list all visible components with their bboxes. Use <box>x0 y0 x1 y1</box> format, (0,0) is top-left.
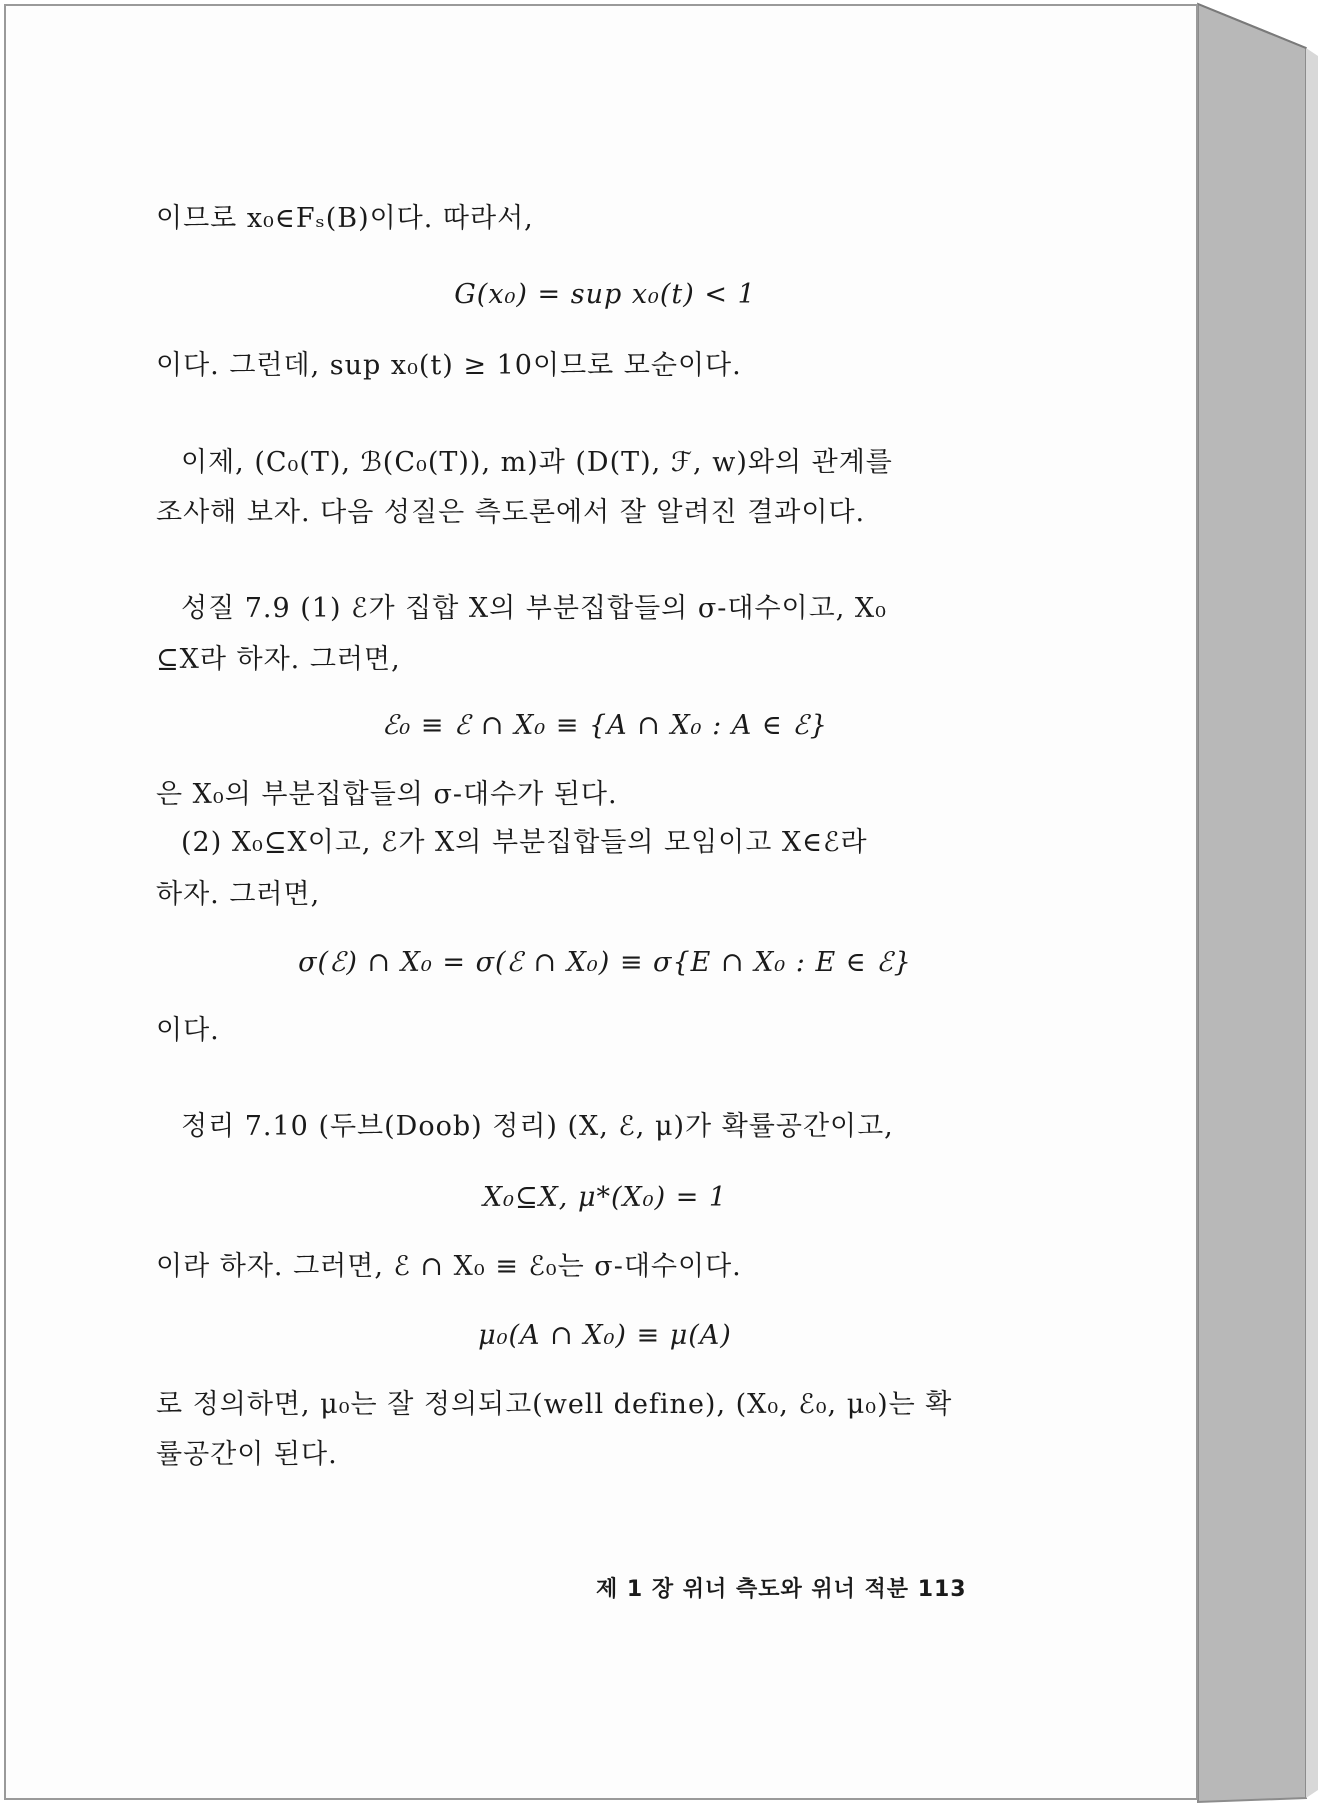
equation: μ₀(A ∩ X₀) ≡ μ(A) <box>478 1320 732 1351</box>
theorem-heading: 정리 7.10 (두브(Doob) 정리) (X, ℰ, μ)가 확률공간이고, <box>181 1111 894 1142</box>
property-heading: 성질 7.9 (1) ℰ가 집합 X의 부분집합들의 σ-대수이고, X₀ <box>181 593 887 624</box>
text-line: 로 정의하면, μ₀는 잘 정의되고(well define), (X₀, ℰ₀, μ₀)는 확 <box>156 1389 953 1420</box>
text-line: 이라 하자. 그러면, ℰ ∩ X₀ ≡ ℰ₀는 σ-대수이다. <box>156 1251 742 1282</box>
text-line: 이제, (C₀(T), ℬ(C₀(T)), m)과 (D(T), ℱ, w)와의 관계를 <box>181 447 893 478</box>
text-line: 은 X₀의 부분집합들의 σ-대수가 된다. <box>156 779 618 810</box>
text-line: 률공간이 된다. <box>156 1439 338 1470</box>
text-line: 이므로 x₀∈Fₛ(B)이다. 따라서, <box>156 203 534 234</box>
book-page <box>4 4 1198 1800</box>
equation: X₀⊆X, μ*(X₀) = 1 <box>482 1182 728 1213</box>
text-line: 이다. 그런데, sup x₀(t) ≥ 10이므로 모순이다. <box>156 350 742 381</box>
text-line: 조사해 보자. 다음 성질은 측도론에서 잘 알려진 결과이다. <box>156 497 866 528</box>
equation: G(x₀) = sup x₀(t) < 1 <box>454 279 756 310</box>
page-footer: 제 1 장 위너 측도와 위너 적분 113 <box>596 1577 967 1602</box>
text-line: 하자. 그러면, <box>156 879 321 910</box>
equation: σ(ℰ) ∩ X₀ = σ(ℰ ∩ X₀) ≡ σ{E ∩ X₀ : E ∈ ℰ} <box>298 947 912 978</box>
text-line: ⊆X라 하자. 그러면, <box>156 644 401 675</box>
equation: ℰ₀ ≡ ℰ ∩ X₀ ≡ {A ∩ X₀ : A ∈ ℰ} <box>382 710 828 741</box>
text-line: 이다. <box>156 1015 220 1046</box>
text-line: (2) X₀⊆X이고, ℰ가 X의 부분집합들의 모임이고 X∈ℰ라 <box>181 827 868 858</box>
